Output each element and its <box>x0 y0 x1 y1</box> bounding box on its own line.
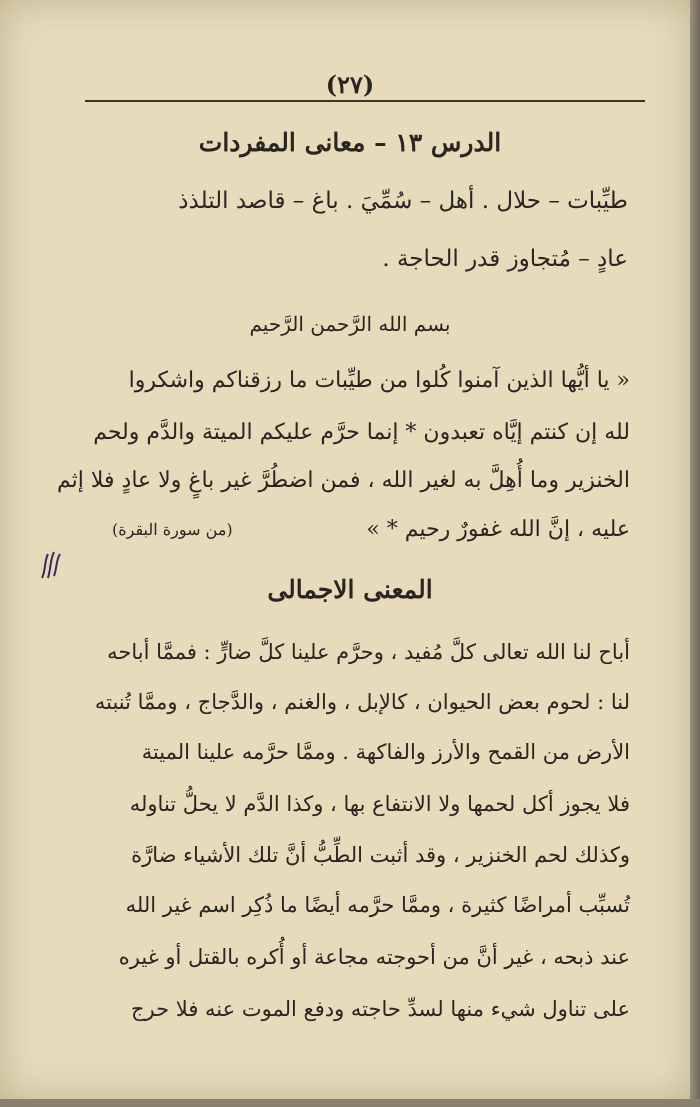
page-bottom-edge <box>0 1099 700 1107</box>
body-line: تُسبِّب أمراضًا كثيرة ، وممَّا حرَّمه أيضًا ما ذُكِر اسم غير الله <box>125 893 630 917</box>
body-line: الأرض من القمح والأرز والفاكهة . وممَّا حرَّمه علينا الميتة <box>141 740 630 764</box>
general-meaning-heading: المعنى الاجمالى <box>267 575 433 604</box>
basmala: بسم الله الرَّحمن الرَّحيم <box>249 312 451 336</box>
lesson-title: الدرس ١٣ – معانى المفردات <box>198 128 502 157</box>
vocabulary-line: طيِّبات – حلال . أهل – سُمِّيَ . باغ – قاصد التلذذ <box>178 188 628 214</box>
body-line: أباح لنا الله تعالى كلَّ مُفيد ، وحرَّم علينا كلَّ ضارٍّ : فممَّا أباحه <box>107 640 630 664</box>
body-line: وكذلك لحم الخنزير ، وقد أثبت الطِّبُّ أنَّ تلك الأشياء ضارَّة <box>131 843 630 867</box>
page-edge <box>690 0 700 1107</box>
verse-line: « يا أيُّها الذين آمنوا كُلوا من طيِّبات ما رزقناكم واشكروا <box>128 368 630 393</box>
verse-line: لله إن كنتم إيَّاه تعبدون * إنما حرَّم عليكم الميتة والدَّم ولحم <box>93 420 630 445</box>
verse-line: عليه ، إنَّ الله غفورٌ رحيم * » <box>366 517 630 542</box>
vocabulary-line: عادٍ – مُتجاوز قدر الحاجة . <box>382 246 628 272</box>
verse-source: (من سورة البقرة) <box>112 520 233 539</box>
verse-line: الخنزير وما أُهِلَّ به لغير الله ، فمن اضطُرَّ غير باغٍ ولا عادٍ فلا إثم <box>57 468 630 493</box>
body-line: فلا يجوز أكل لحمها ولا الانتفاع بها ، وكذا الدَّم لا يحلُّ تناوله <box>129 792 630 816</box>
header-rule <box>85 100 645 102</box>
body-line: عند ذبحه ، غير أنَّ من أحوجته مجاعة أو أُكره بالقتل أو غيره <box>118 945 630 969</box>
body-line: على تناول شيء منها لسدِّ حاجته ودفع الموت عنه فلا حرج <box>131 997 630 1021</box>
page-number: (٢٧) <box>325 70 375 99</box>
body-line: لنا : لحوم بعض الحيوان ، كالإبل ، والغنم ، والدَّجاج ، وممَّا تُنبته <box>94 690 630 714</box>
